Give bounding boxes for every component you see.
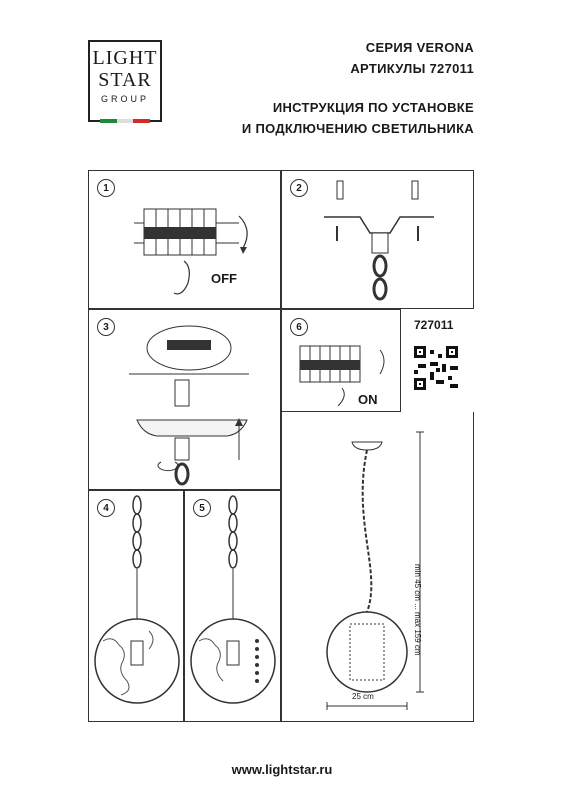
lamp-insert-illustration xyxy=(89,491,185,723)
article-number: АРТИКУЛЫ 727011 xyxy=(350,61,474,76)
product-code: 727011 xyxy=(414,318,454,332)
canopy-mounting-illustration xyxy=(89,310,282,491)
website-url[interactable]: www.lightstar.ru xyxy=(231,762,333,777)
breaker-off-illustration xyxy=(89,171,282,310)
width-dimension-label: 25 cm xyxy=(352,692,374,701)
step-3-number: 3 xyxy=(97,318,115,336)
qr-code-icon xyxy=(414,346,458,390)
pendant-dimension-illustration xyxy=(282,412,475,722)
series-name: СЕРИЯ VERONA xyxy=(365,40,474,55)
step-4-panel xyxy=(88,490,184,722)
step-4-number: 4 xyxy=(97,499,115,517)
instruction-title-line2: И ПОДКЛЮЧЕНИЮ СВЕТИЛЬНИКА xyxy=(241,121,474,136)
logo-line1: LIGHT xyxy=(92,47,158,69)
instruction-title-line1: ИНСТРУКЦИЯ ПО УСТАНОВКЕ xyxy=(272,100,474,115)
logo-line2: STAR xyxy=(98,69,152,91)
step-1-panel xyxy=(88,170,281,309)
step-5-number: 5 xyxy=(193,499,211,517)
step-5-panel xyxy=(184,490,281,722)
step-1-number: 1 xyxy=(97,179,115,197)
step-6-number: 6 xyxy=(290,318,308,336)
on-label: ON xyxy=(358,392,378,407)
mounting-bracket-illustration xyxy=(282,171,475,310)
step-2-number: 2 xyxy=(290,179,308,197)
step-3-panel xyxy=(88,309,281,490)
crystal-hanging-illustration xyxy=(185,491,282,723)
logo-line3: GROUP xyxy=(100,94,149,104)
breaker-on-illustration xyxy=(282,310,402,413)
step-2-panel xyxy=(281,170,474,309)
product-dimension-panel xyxy=(281,412,474,722)
italian-flag-icon xyxy=(100,110,150,114)
off-label: OFF xyxy=(211,271,237,286)
brand-logo xyxy=(88,40,162,122)
step-6-panel xyxy=(281,309,401,412)
height-dimension-label: min 45 cm ... max 159 cm xyxy=(413,564,422,656)
